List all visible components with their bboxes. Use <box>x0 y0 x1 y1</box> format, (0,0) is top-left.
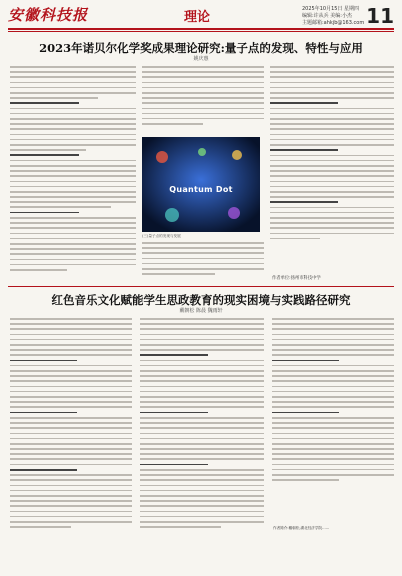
article1-author-unit: 作者单位:扬州市科技中学 <box>272 276 321 281</box>
quantum-dot-image <box>142 137 260 232</box>
article2-author-note: 作者简介:戴朝松,湖北经济学院…… <box>273 526 330 530</box>
article2-column-3 <box>272 318 394 522</box>
page-number: 11 <box>366 4 394 28</box>
article2-column-1 <box>10 318 132 570</box>
article1-column-3 <box>270 66 394 270</box>
article2-byline: 戴朝松 陈晨 魏雨轩 <box>179 308 223 314</box>
article2-title: 红色音乐文化赋能学生思政教育的现实困境与实践路径研究 <box>51 293 351 307</box>
section-name: 理论 <box>184 10 211 25</box>
article1-column-1 <box>10 66 136 280</box>
article1-title: 2023年诺贝尔化学奖成果理论研究:量子点的发现、特性与应用 <box>39 41 363 55</box>
article-divider <box>8 286 394 287</box>
header-meta <box>302 6 372 27</box>
issue-date: 2025年10月15日 星期四 <box>302 6 360 12</box>
article1-column-2-top <box>142 66 264 136</box>
article2-column-2 <box>140 318 264 570</box>
article1-column-2-bottom <box>142 242 264 282</box>
header-rule <box>8 28 394 30</box>
newspaper-logo: 安徽科技报 <box>8 6 89 24</box>
header-rule-thin <box>8 31 394 32</box>
image-title: Quantum Dot <box>169 185 233 194</box>
article1-byline: 姚庆惠 <box>193 56 209 62</box>
editor-line: 编辑:许从兵 美编:小杰 <box>302 13 352 19</box>
image-caption: (三)量子点的发现与发展 <box>142 234 181 238</box>
email-line: 主题邮箱:ahkjb@163.com <box>302 20 365 26</box>
